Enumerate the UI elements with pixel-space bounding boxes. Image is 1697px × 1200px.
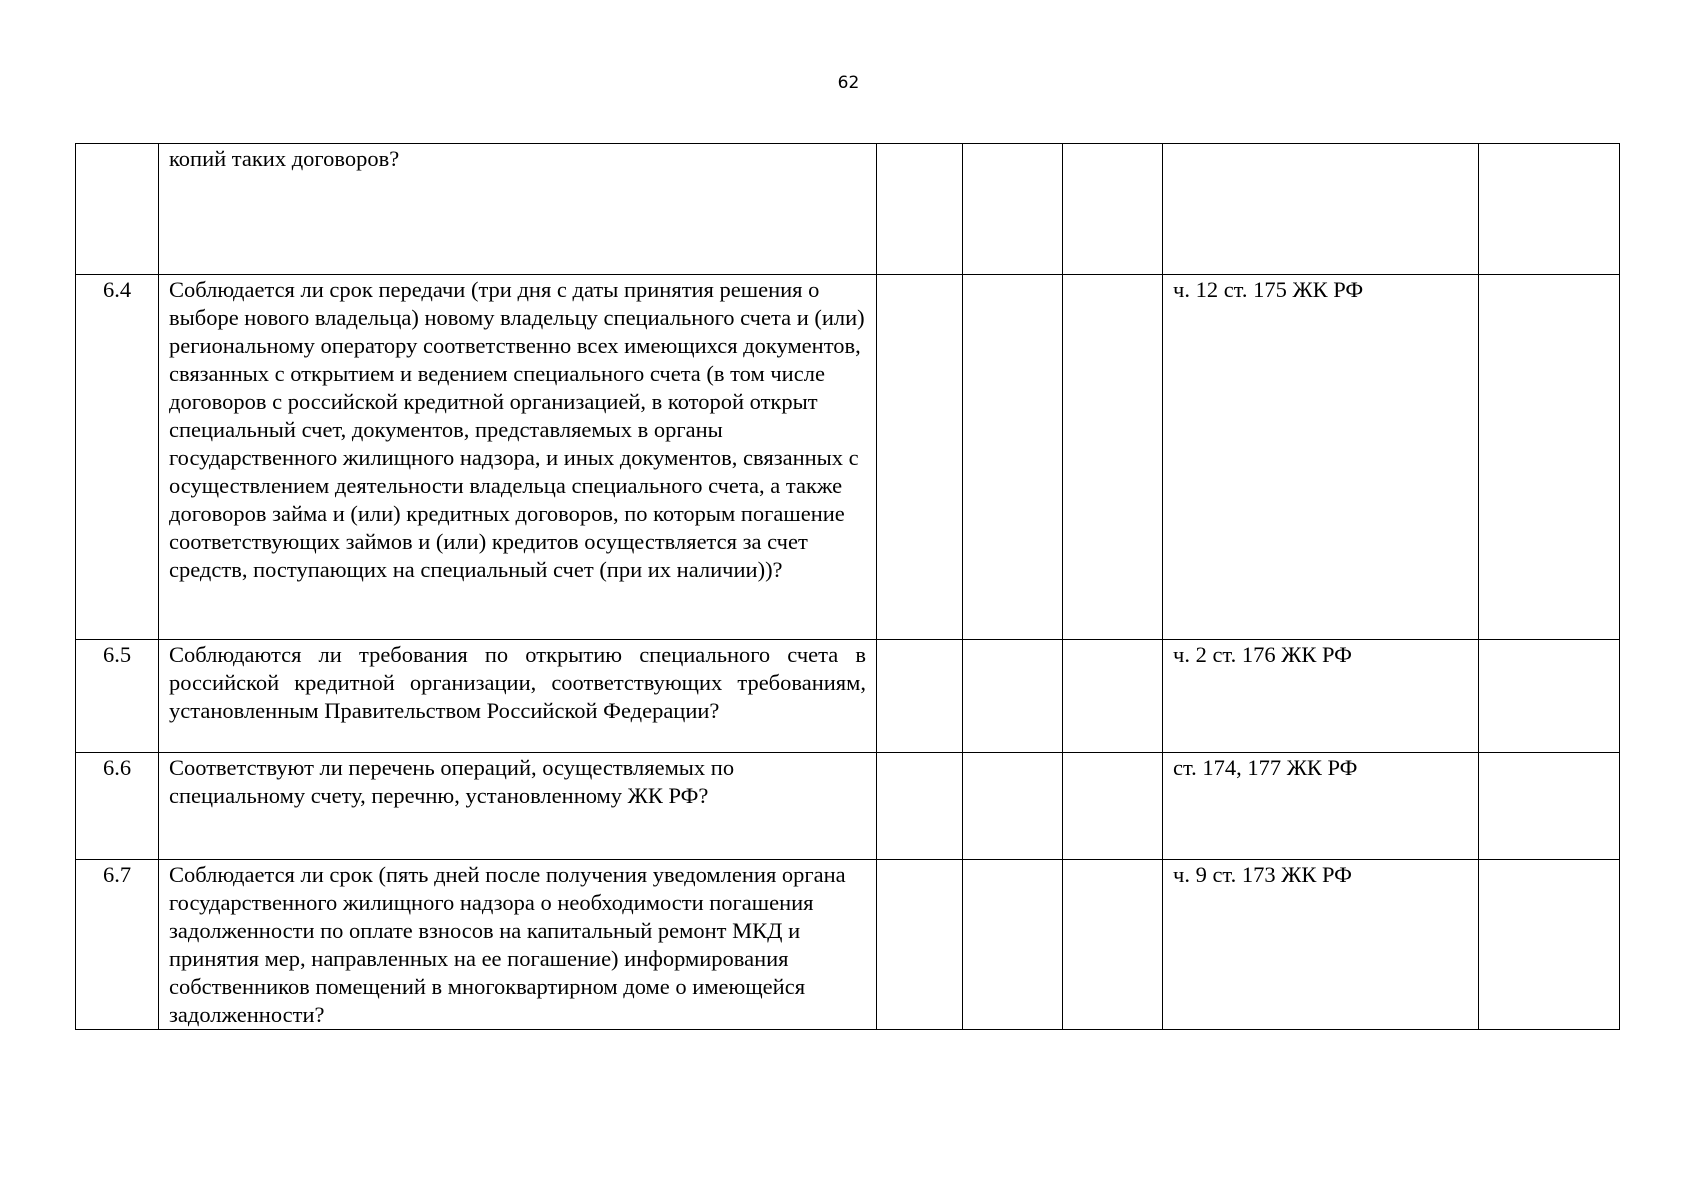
empty-cell — [1479, 275, 1620, 640]
empty-cell — [1063, 753, 1163, 860]
empty-cell — [877, 144, 963, 275]
question-cell — [159, 275, 877, 640]
empty-cell — [1063, 144, 1163, 275]
empty-cell — [963, 640, 1063, 753]
empty-cell — [877, 860, 963, 1030]
empty-cell — [1479, 640, 1620, 753]
checklist-table — [75, 143, 1620, 1030]
empty-cell — [963, 275, 1063, 640]
table-row — [76, 275, 1620, 640]
row-number: 6.7 — [76, 860, 159, 1030]
empty-cell — [877, 640, 963, 753]
empty-cell — [877, 275, 963, 640]
legal-basis-cell: ч. 2 ст. 176 ЖК РФ — [1163, 640, 1479, 753]
table-row — [76, 860, 1620, 1030]
empty-cell — [1063, 860, 1163, 1030]
question-cell — [159, 144, 877, 275]
question-text: Соблюдается ли срок (пять дней после получения уведомления органа государственного жилищного надзора о необходимости погашения задолженности по оплате взносов на капитальный ремонт МКД и принятия мер, направленных на ее погашение) информирования собственников помещений в многоквартирном доме о имеющейся задолженности? — [169, 862, 846, 1027]
row-number: 6.5 — [76, 640, 159, 753]
question-text: Соблюдается ли срок передачи (три дня с даты принятия решения о выборе нового владельца) новому владельцу специального счета и (или) региональному оператору соответственно всех имеющихся документов, связанных с открытием и ведением специального счета (в том числе договоров с российской кредитной организацией, в которой открыт специальный счет, документов, представляемых в органы государственного жилищного надзора, и иных документов, связанных с осуществлением деятельности владельца специального счета, а также договоров займа и (или) кредитных договоров, по которым погашение соответствующих займов и (или) кредитов осуществляется за счет средств, поступающих на специальный счет (при их наличии))? — [169, 277, 865, 582]
legal-basis-cell: ч. 9 ст. 173 ЖК РФ — [1163, 860, 1479, 1030]
table-row — [76, 144, 1620, 275]
question-text: Соблюдаются ли требования по открытию специального счета в российской кредитной организации, соответствующих требованиям, установленным Правительством Российской Федерации? — [169, 642, 866, 723]
empty-cell — [963, 753, 1063, 860]
legal-basis-cell: ч. 12 ст. 175 ЖК РФ — [1163, 275, 1479, 640]
empty-cell — [963, 860, 1063, 1030]
empty-cell — [1063, 640, 1163, 753]
row-number: 6.4 — [76, 275, 159, 640]
row-number — [76, 144, 159, 275]
empty-cell — [1479, 860, 1620, 1030]
legal-basis-cell: ст. 174, 177 ЖК РФ — [1163, 753, 1479, 860]
question-text: Соответствуют ли перечень операций, осуществляемых по специальному счету, перечню, установленному ЖК РФ? — [169, 755, 735, 808]
empty-cell — [877, 753, 963, 860]
row-number: 6.6 — [76, 753, 159, 860]
question-cell — [159, 753, 877, 860]
empty-cell — [1479, 753, 1620, 860]
empty-cell — [963, 144, 1063, 275]
table-row — [76, 753, 1620, 860]
question-cell — [159, 640, 877, 753]
empty-cell — [1063, 275, 1163, 640]
legal-basis-cell — [1163, 144, 1479, 275]
empty-cell — [1479, 144, 1620, 275]
table-row — [76, 640, 1620, 753]
question-text: копий таких договоров? — [169, 146, 400, 171]
question-cell — [159, 860, 877, 1030]
page-number: 62 — [837, 73, 860, 93]
